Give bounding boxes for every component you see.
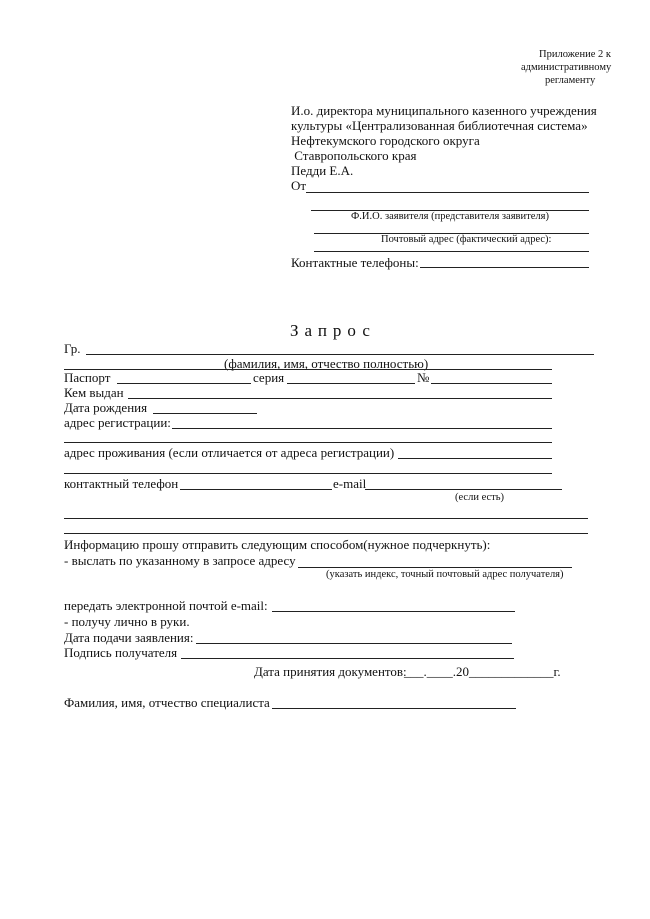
- applicant-caption: Ф.И.О. заявителя (представителя заявителя): [351, 211, 549, 222]
- appendix-line-3: регламенту: [545, 75, 596, 86]
- accept-date-label: Дата принятия документов:: [254, 664, 407, 679]
- residence-field[interactable]: [398, 458, 552, 459]
- series-field[interactable]: [287, 383, 415, 384]
- appendix-line-1: Приложение 2 к: [539, 49, 611, 60]
- addressee-line-3: Нефтекумского городского округа: [291, 133, 480, 148]
- issued-field[interactable]: [128, 398, 552, 399]
- number-field[interactable]: [431, 383, 552, 384]
- signature-field[interactable]: [181, 658, 514, 659]
- citizen-field[interactable]: [86, 354, 594, 355]
- send-email-field[interactable]: [272, 611, 515, 612]
- phone-label: контактный телефон: [64, 476, 179, 491]
- addressee-line-4: Ставропольского края: [291, 148, 417, 163]
- addressee-line-1: И.о. директора муниципального казенного учреждения: [291, 103, 597, 118]
- submit-date-label: Дата подачи заявления:: [64, 630, 194, 645]
- in-person-option[interactable]: - получу лично в руки.: [64, 614, 190, 629]
- method-intro: Информацию прошу отправить следующим способом(нужное подчеркнуть):: [64, 537, 491, 552]
- residence-label: адрес проживания (если отличается от адреса регистрации): [64, 445, 395, 460]
- addressee-line-2: культуры «Централизованная библиотечная система»: [291, 118, 588, 133]
- accept-date-field[interactable]: ___.____.20_____________г.: [404, 664, 561, 679]
- passport-field[interactable]: [117, 383, 251, 384]
- specialist-field[interactable]: [272, 708, 516, 709]
- email-field[interactable]: [365, 489, 562, 490]
- page-title: Запрос: [290, 321, 376, 340]
- postal-caption: Почтовый адрес (фактический адрес):: [381, 234, 552, 245]
- specialist-label: Фамилия, имя, отчество специалиста: [64, 695, 270, 710]
- mail-address-field[interactable]: [298, 567, 572, 568]
- fullname-underline: [64, 369, 552, 370]
- phone-field[interactable]: [180, 489, 332, 490]
- birth-field[interactable]: [153, 413, 257, 414]
- blank-line-1[interactable]: [64, 518, 588, 519]
- fullname-caption: (фамилия, имя, отчество полностью): [224, 356, 429, 371]
- residence-field-2[interactable]: [64, 473, 552, 474]
- email-label: e-mail: [333, 476, 367, 491]
- postal-address-field-2[interactable]: [314, 251, 589, 252]
- mail-caption: (указать индекс, точный почтовый адрес получателя): [326, 569, 564, 580]
- send-email-option[interactable]: передать электронной почтой e-mail:: [64, 598, 268, 613]
- birth-label: Дата рождения: [64, 400, 148, 415]
- signature-label: Подпись получателя: [64, 645, 178, 660]
- send-by-mail-option[interactable]: - выслать по указанному в запросе адресу: [64, 553, 296, 568]
- appendix-line-2: административному: [521, 62, 612, 73]
- issued-label: Кем выдан: [64, 385, 124, 400]
- submit-date-field[interactable]: [196, 643, 512, 644]
- from-field[interactable]: [306, 192, 589, 193]
- reg-address-field[interactable]: [172, 428, 552, 429]
- passport-label: Паспорт: [64, 370, 111, 385]
- citizen-label: Гр.: [64, 341, 81, 356]
- phones-label: Контактные телефоны:: [291, 255, 419, 270]
- reg-address-field-2[interactable]: [64, 442, 552, 443]
- blank-line-2[interactable]: [64, 533, 588, 534]
- series-label: серия: [253, 370, 285, 385]
- addressee-line-5: Педди Е.А.: [291, 163, 354, 178]
- phones-field[interactable]: [420, 267, 589, 268]
- number-label: №: [417, 370, 430, 385]
- if-any-caption: (если есть): [455, 492, 505, 503]
- from-label: От: [291, 178, 307, 193]
- reg-address-label: адрес регистрации:: [64, 415, 171, 430]
